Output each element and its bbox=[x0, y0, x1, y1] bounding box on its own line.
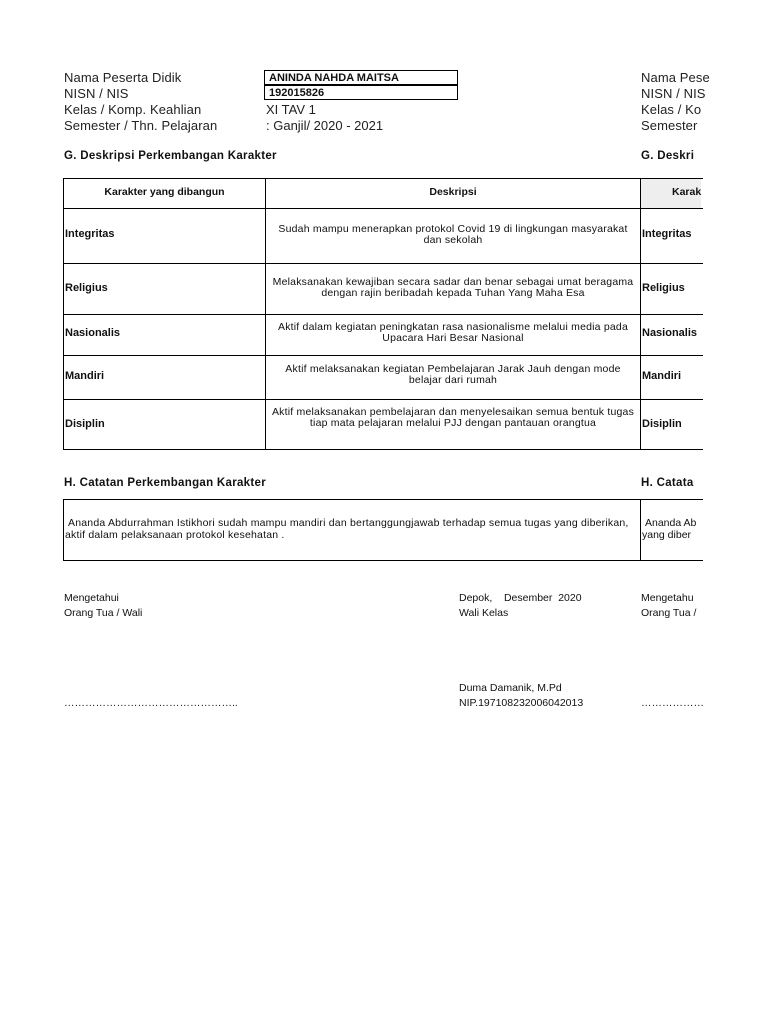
parent-label-right: Orang Tua / bbox=[641, 607, 697, 619]
character-note-right-1: Ananda Ab bbox=[645, 517, 697, 529]
semester-value: : Ganjil/ 2020 - 2021 bbox=[266, 118, 384, 133]
label-semester: Semester / Thn. Pelajaran bbox=[64, 118, 218, 133]
row-karakter-nasionalis: Nasionalis bbox=[65, 327, 121, 339]
place-date: Depok, Desember 2020 bbox=[459, 592, 582, 604]
character-note: Ananda Abdurrahman Istikhori sudah mampu mandiri dan bertanggungjawab terhadap semua tugas yang diberikan, aktif dalam pelaksanaan protokol kesehatan . bbox=[65, 517, 629, 541]
section-g-title: G. Deskripsi Perkembangan Karakter bbox=[64, 150, 277, 162]
mengetahui-label: Mengetahui bbox=[64, 592, 119, 604]
row-deskripsi-mandiri: Aktif melaksanakan kegiatan Pembelajaran Jarak Jauh dengan mode belajar dari rumah bbox=[285, 363, 621, 386]
row-deskripsi-religius: Melaksanakan kewajiban secara sadar dan benar sebagai umat beragama dengan rajin beribadah kepada Tuhan Yang Maha Esa bbox=[272, 276, 634, 299]
parent-signature-line-right: ……………… bbox=[641, 697, 704, 709]
character-note-right-2: yang diber bbox=[642, 529, 692, 541]
right-label-nisn: NISN / NIS bbox=[641, 86, 706, 101]
row-deskripsi-nasionalis: Aktif dalam kegiatan peningkatan rasa nasionalisme melalui media pada Upacara Hari Besar Nasional bbox=[278, 321, 628, 344]
label-nama: Nama Peserta Didik bbox=[64, 70, 182, 85]
section-g-title-right: G. Deskri bbox=[641, 150, 695, 162]
label-kelas: Kelas / Komp. Keahlian bbox=[64, 102, 202, 117]
section-h-title-right: H. Catata bbox=[641, 477, 694, 489]
right-row-nasionalis: Nasionalis bbox=[642, 327, 698, 339]
parent-signature-line: ………………………………………….. bbox=[64, 697, 238, 709]
column-header-right: Karak bbox=[672, 186, 702, 198]
teacher-nip: NIP.197108232006042013 bbox=[459, 697, 584, 709]
kelas-value: XI TAV 1 bbox=[266, 102, 316, 117]
column-header-deskripsi: Deskripsi bbox=[429, 186, 477, 198]
row-karakter-disiplin: Disiplin bbox=[65, 418, 105, 430]
right-label-semester: Semester bbox=[641, 118, 698, 133]
right-row-mandiri: Mandiri bbox=[642, 370, 682, 382]
row-karakter-religius: Religius bbox=[65, 282, 108, 294]
nisn-field: 192015826 bbox=[264, 85, 458, 100]
row-karakter-integritas: Integritas bbox=[65, 228, 115, 240]
mengetahui-label-right: Mengetahu bbox=[641, 592, 694, 604]
right-row-religius: Religius bbox=[642, 282, 685, 294]
wali-kelas-label: Wali Kelas bbox=[459, 607, 509, 619]
column-header-karakter: Karakter yang dibangun bbox=[104, 186, 225, 198]
right-row-disiplin: Disiplin bbox=[642, 418, 682, 430]
right-label-nama: Nama Pese bbox=[641, 70, 710, 85]
parent-label: Orang Tua / Wali bbox=[64, 607, 143, 619]
right-row-integritas: Integritas bbox=[642, 228, 692, 240]
row-karakter-mandiri: Mandiri bbox=[65, 370, 105, 382]
row-deskripsi-integritas: Sudah mampu menerapkan protokol Covid 19 di lingkungan masyarakat dan sekolah bbox=[278, 223, 628, 246]
teacher-name: Duma Damanik, M.Pd bbox=[459, 682, 562, 694]
row-deskripsi-disiplin: Aktif melaksanakan pembelajaran dan menyelesaikan semua bentuk tugas tiap mata pelajaran melalui PJJ dengan pantauan orangtua bbox=[271, 406, 635, 429]
label-nisn: NISN / NIS bbox=[64, 86, 129, 101]
student-name-field: ANINDA NAHDA MAITSA bbox=[264, 70, 458, 85]
section-h-title: H. Catatan Perkembangan Karakter bbox=[64, 477, 266, 489]
right-label-kelas: Kelas / Ko bbox=[641, 102, 702, 117]
